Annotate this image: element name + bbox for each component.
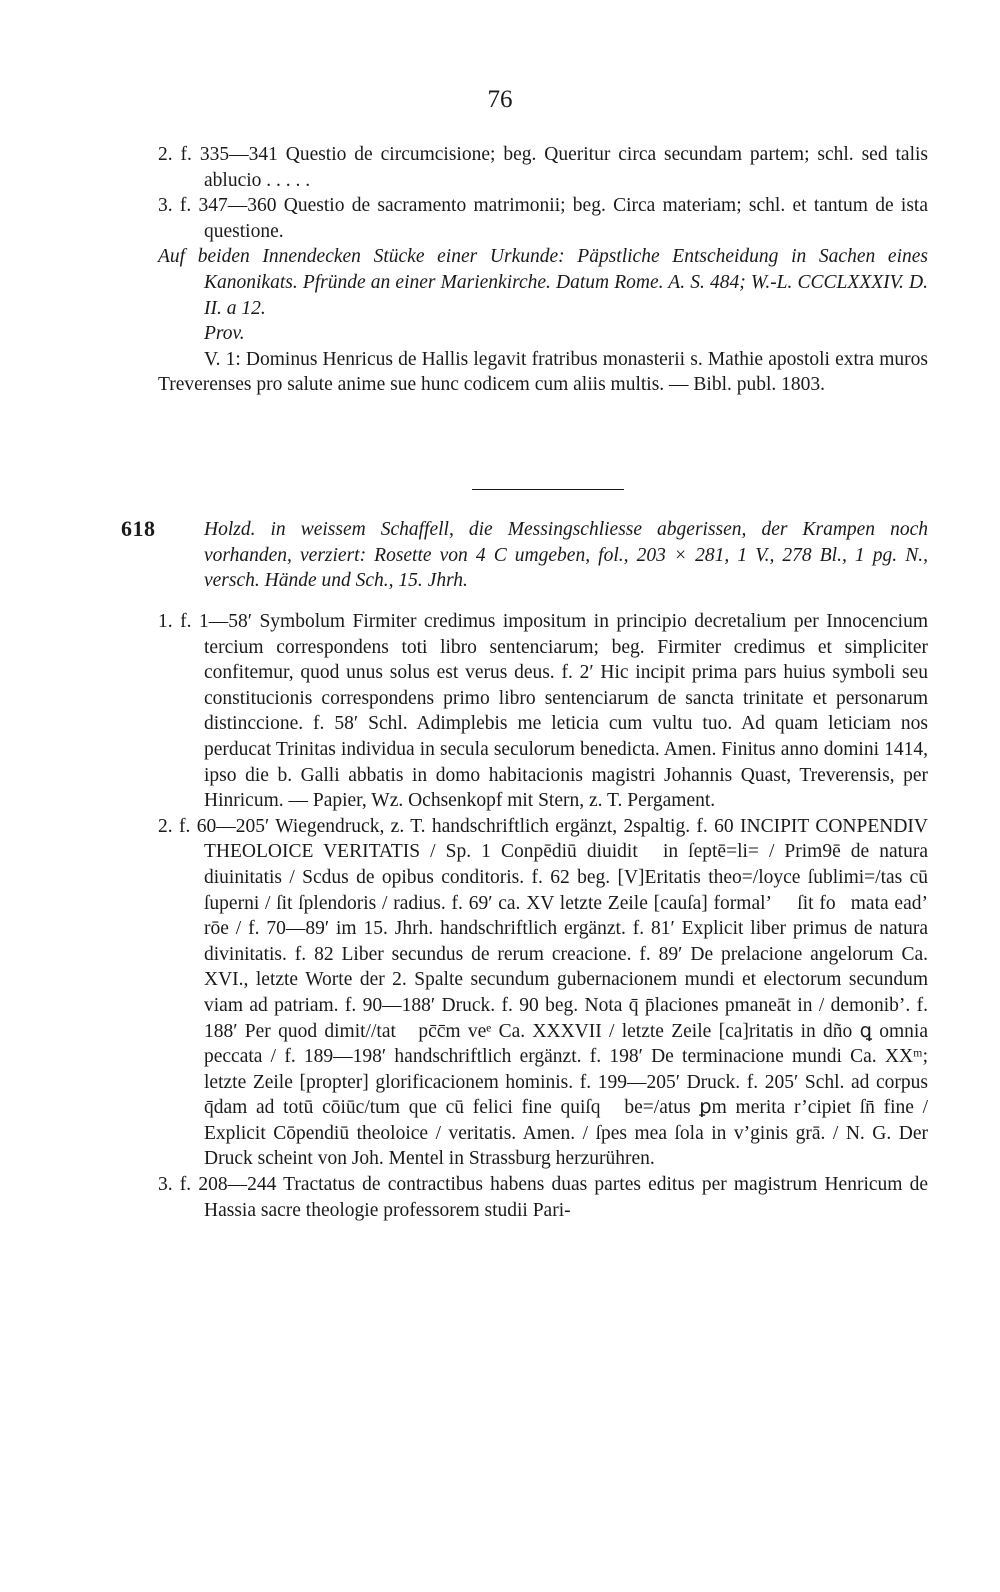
item-3-tractatus: 3. f. 208—244 Tractatus de contractibus habens duas partes editus per magistrum Henricum de Hassia sacre theologie professorem studii Pari- [158,1174,928,1221]
entry-contents [158,609,928,1223]
innendecken-note: Auf beiden Innendecken Stücke einer Urkunde: Päpstliche Entscheidung in Sachen eines Kanonikats. Pfründe an einer Marienkirche. Datum Rome. A. S. 484; W.-L. CCCLXXXIV. D. II. a 12. [158,246,928,319]
entry-description [204,517,928,594]
section-continuation [158,142,928,398]
page-number: 76 [487,86,513,113]
entry-number: 618 [121,516,156,541]
provenance-note: V. 1: Dominus Henricus de Hallis legavit fratribus monasterii s. Mathie apostoli extra muros Treverenses pro salute anime sue hunc codicem cum aliis multis. — Bibl. publ. 1803. [158,348,928,396]
item-2-compendium: 2. f. 60—205′ Wiegendruck, z. T. handschriftlich ergänzt, 2spaltig. f. 60 INCIPIT CONPENDIV THEOLOICE VERITATIS / Sp. 1 Conpēdiū diuidit᷒ in ſeptē=li= / Prim9ē de natura diuinitatis / Scdus de opibus conditoris. f. 62 beg. [V]Eritatis theo=/loyce ſublimi=/tas cū ſuperni / ſit ſplendoris / radius. f. 69′ ca. XV letzte Zeile [cauſa] formal’ ꝙ ſit foꝛmata ead’ rōe / f. 70—89′ im 15. Jhrh. handschriftlich ergänzt. f. 81′ Explicit liber primus de natura divinitatis. f. 82 Liber secundus de rerum creacione. f. 89′ De prelacione angelorum Ca. XVI., letzte Worte der 2. Spalte secundum gubernacionem mundi et electorum secundum viam ad patriam. f. 90—188′ Druck. f. 90 beg. Nota q̄ p̄laciones pmaneāt in / demonib’. f. 188′ Per quod dimit//tat᷒ pc̄c̄m veᵉ Ca. XXXVII / letzte Zeile [ca]ritatis in dño ꝗ omnia peccata / f. 189—198′ handschriftlich ergänzt. f. 198′ De terminacione mundi Ca. XXᵐ; letzte Zeile [propter] glorificacionem hominis. f. 199—205′ Druck. f. 205′ Schl. ad corpus q̄dam ad totū cōiūc/tum que cū felici fine quiſqꝫ be=/atus ꝑm merita r’cipiet ſn̄ fine / Explicit Cōpendiū theoloice / veritatis. Amen. / ſpes mea ſola in v’ginis grā. / N. G. Der Druck scheint von Joh. Mentel in Strassburg herzurühren. [158,815,928,1170]
item-2-questio-circumcisione: 2. f. 335—341 Questio de circumcisione; beg. Queritur circa secundam partem; schl. sed talis ablucio . . . . . [158,144,928,191]
provenance-heading: Prov. [204,323,245,345]
section-divider [472,489,624,490]
item-3-questio-matrimonii: 3. f. 347—360 Questio de sacramento matrimonii; beg. Circa materiam; schl. et tantum de ista questione. [158,195,928,242]
item-1-symbolum: 1. f. 1—58′ Symbolum Firmiter credimus impositum in principio decretalium per Innocencium tercium correspondens toti libro sentenciarum; beg. Firmiter credimus et simpliciter confitemur, quod unus solus est verus deus. f. 2′ Hic incipit prima pars huius symboli seu constitucionis correspondens primo libro sentenciarum de sancta trinitate et personarum distinccione. f. 58′ Schl. Adimplebis me leticia cum vultu tuo. Ad quam leticiam nos perducat Trinitas individua in secula seculorum benedicta. Amen. Finitus anno domini 1414, ipso die b. Galli abbatis in domo habitacionis magistri Johannis Quast, Treverensis, per Hinricum. — Papier, Wz. Ochsenkopf mit Stern, z. T. Pergament. [158,611,928,812]
binding-description: Holzd. in weissem Schaffell, die Messingschliesse abgerissen, der Krampen noch vorhanden, verziert: Rosette von 4 C umgeben, fol., 203 × 281, 1 V., 278 Bl., 1 pg. N., versch. Hände und Sch., 15. Jhrh. [204,519,928,592]
